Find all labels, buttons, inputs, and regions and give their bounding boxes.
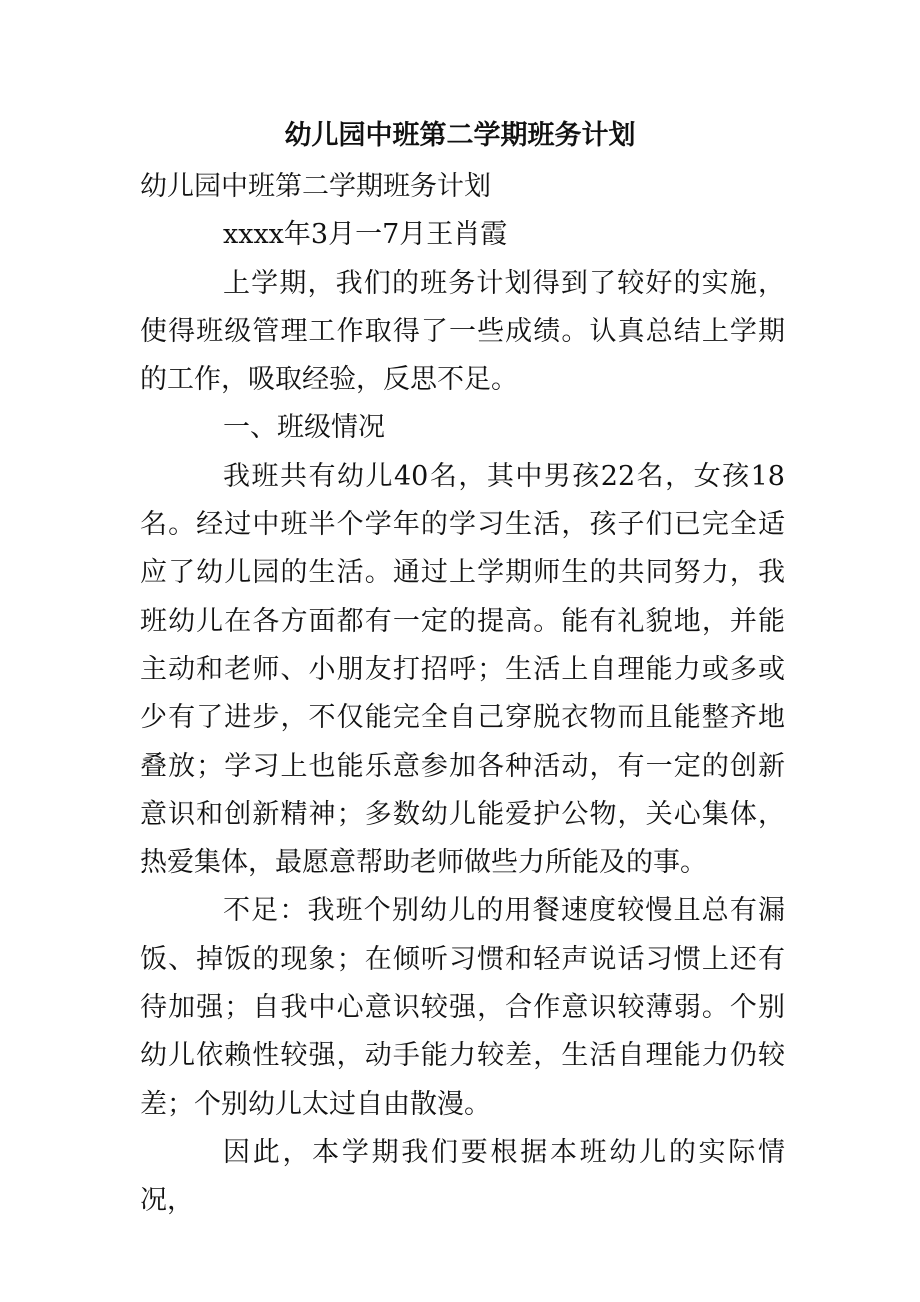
paragraph-shortcomings: 不足：我班个别幼儿的用餐速度较慢且总有漏饭、掉饭的现象；在倾听习惯和轻声说话习惯上还有待加强；自我中心意识较强，合作意识较薄弱。个别幼儿依赖性较强，动手能力较差，生活自理能力仍较差；个别幼儿太过自由散漫。 bbox=[140, 895, 785, 1120]
document-title: 幼儿园中班第二学期班务计划 bbox=[284, 120, 636, 151]
paragraph-class-situation: 我班共有幼儿40名，其中男孩22名，女孩18名。经过中班半个学年的学习生活，孩子们已完全适应了幼儿园的生活。通过上学期师生的共同努力，我班幼儿在各方面都有一定的提高。能有礼貌地，并能主动和老师、小朋友打招呼；生活上自理能力或多或少有了进步，不仅能完全自己穿脱衣物而且能整齐地叠放；学习上也能乐意参加各种活动，有一定的创新意识和创新精神；多数幼儿能爱护公物，关心集体，热爱集体，最愿意帮助老师做些力所能及的事。 bbox=[140, 460, 785, 879]
section-heading-class-situation: 一、班级情况 bbox=[223, 412, 385, 444]
paragraph-intro: 上学期，我们的班务计划得到了较好的实施，使得班级管理工作取得了一些成绩。认真总结上学期的工作，吸取经验，反思不足。 bbox=[140, 267, 785, 396]
document-body bbox=[140, 163, 785, 1226]
paragraph-conclusion: 因此，本学期我们要根据本班幼儿的实际情况， bbox=[140, 1136, 785, 1217]
document-subtitle: 幼儿园中班第二学期班务计划 bbox=[140, 171, 491, 202]
date-author-line: xxxx年3月一7月王肖霞 bbox=[223, 219, 508, 251]
